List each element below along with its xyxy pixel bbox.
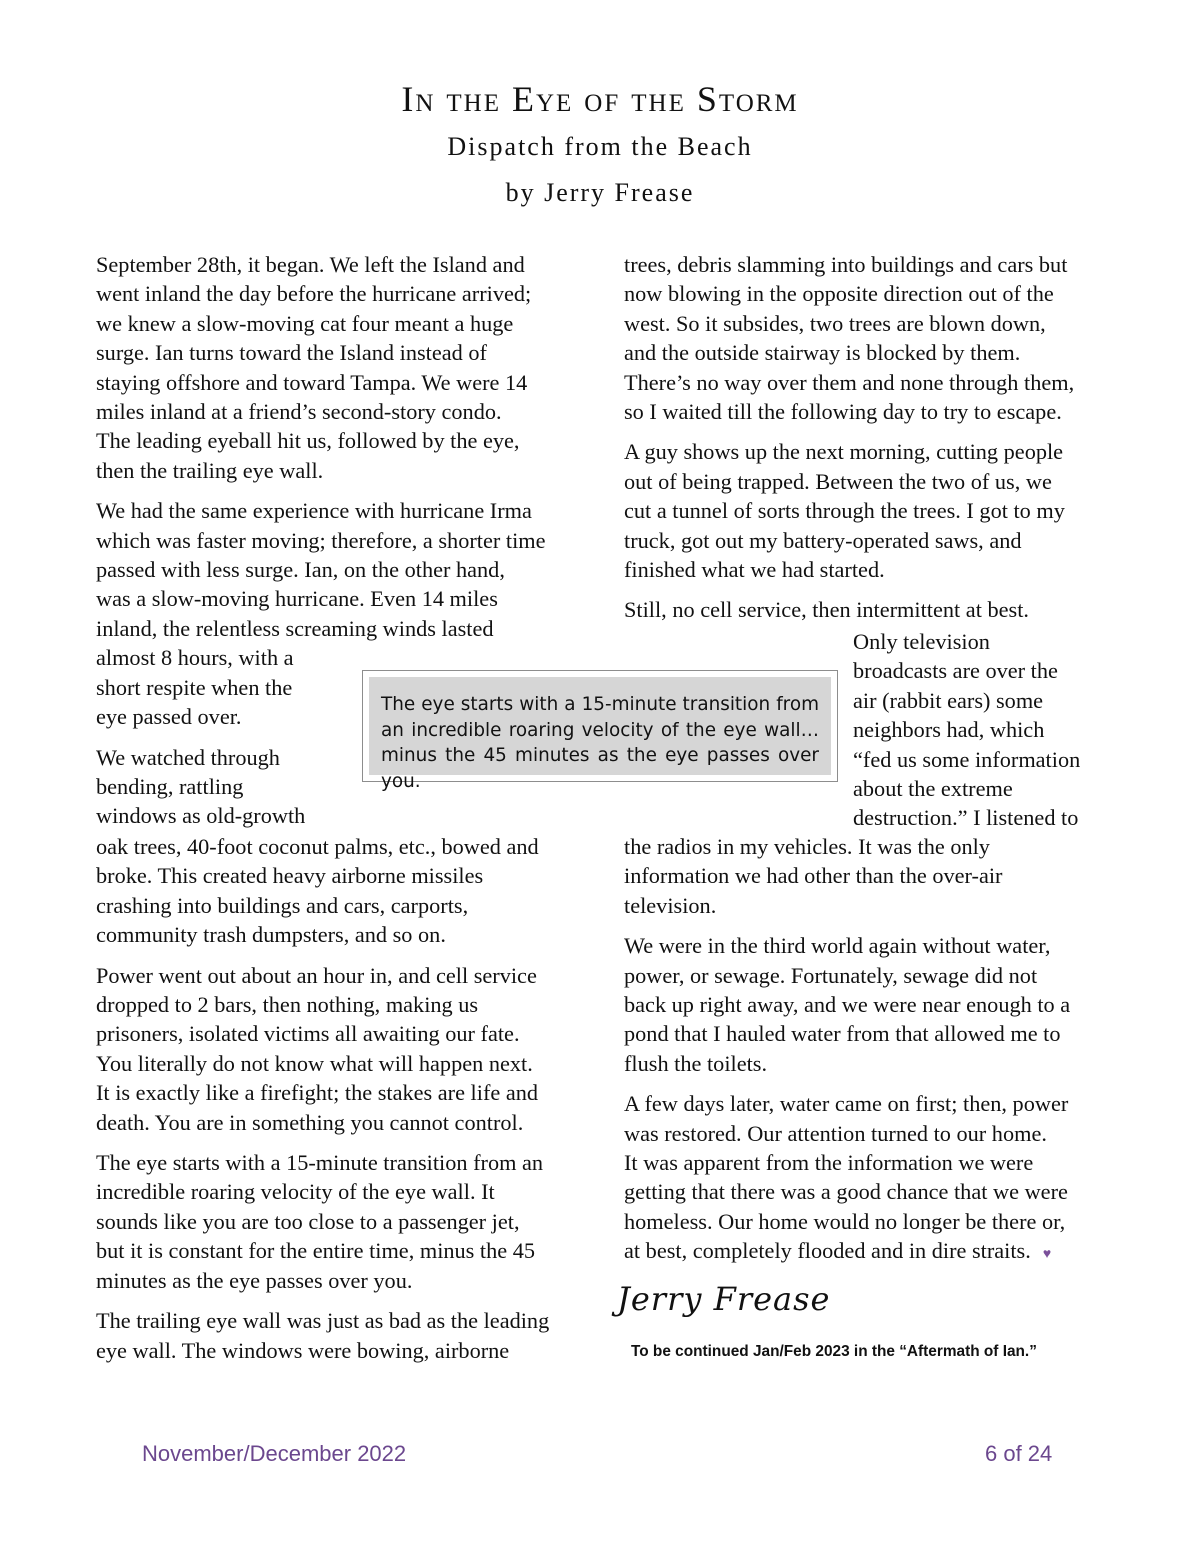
author-signature: Jerry Frease xyxy=(617,1280,831,1318)
right-column-upper xyxy=(624,250,1124,625)
paragraph: We were in the third world again without water, power, or sewage. Fortunately, sewage did not back up right away, and we were near enough to a pond that I hauled water from that allowed me to flush the toilets. xyxy=(624,933,1071,1076)
paragraph xyxy=(624,1089,1124,1269)
paragraph: trees, debris slamming into buildings and cars but now blowing in the opposite direction out of the west. So it subsides, two trees are blown down, and the outside stairway is blocked by them. There’s no way over them and none through them, so I waited till the following day to try to escape. xyxy=(624,252,1075,425)
final-paragraph-text: A few days later, water came on first; then, power was restored. Our attention turned to our home. It was apparent from the information we were getting that there was a good chance that we were homeless. Our home would no longer be there or, at best, completely flooded and in dire straits. xyxy=(624,1091,1069,1264)
right-column-lower xyxy=(624,832,1124,1270)
pull-quote-text: The eye starts with a 15-minute transition from an incredible roaring velocity of the eye wall… minus the 45 minutes as the eye passes over you. xyxy=(369,677,831,775)
paragraph: September 28th, it began. We left the Island and went inland the day before the hurricane arrived; we knew a slow-moving cat four meant a huge surge. Ian turns toward the Island instead of staying offshore and toward Tampa. We were 14 miles inland at a friend’s second-story condo. The leading eyeball hit us, followed by the eye, then the trailing eye wall. xyxy=(96,252,532,483)
paragraph: Still, no cell service, then intermittent at best. xyxy=(624,597,1029,623)
wrapped-text-around-pullquote: Only television broadcasts are over the air (rabbit ears) some neighbors had, which “fed us some information about the extreme destruction.” I listened to xyxy=(853,629,1081,831)
paragraph: We watched through bending, rattling windows as old-growth xyxy=(96,744,306,829)
paragraph: The trailing eye wall was just as bad as the leading eye wall. The windows were bowing, airborne xyxy=(96,1308,550,1363)
paragraph: Power went out about an hour in, and cell service dropped to 2 bars, then nothing, making us prisoners, isolated victims all awaiting our fate. You literally do not know what will happen next. It is exactly like a firefight; the stakes are life and death. You are in something you cannot control. xyxy=(96,962,539,1135)
paragraph: oak trees, 40-foot coconut palms, etc., bowed and broke. This created heavy airborne missiles crashing into buildings and cars, carports, community trash dumpsters, and so on. xyxy=(96,834,539,948)
left-column-lower xyxy=(96,832,596,1365)
byline: by Jerry Frease xyxy=(505,178,695,207)
footer-issue-date: November/December 2022 xyxy=(142,1441,407,1466)
paragraph: A guy shows up the next morning, cutting people out of being trapped. Between the two of us, we cut a tunnel of sorts through the trees. I got to my truck, got out my battery-operated saws, and finished what we had started. xyxy=(624,439,1065,583)
heart-icon: ♥ xyxy=(1042,1247,1052,1263)
footer-page-number: 6 of 24 xyxy=(985,1441,1053,1466)
paragraph: the radios in my vehicles. It was the only information we had other than the over-air television. xyxy=(624,834,1003,918)
pull-quote-box xyxy=(362,670,838,792)
paragraph: We had the same experience with hurricane Irma which was faster moving; therefore, a shorter time passed with less surge. Ian, on the other hand, was a slow-moving hurricane. Even 14 miles inland, the relentless screaming winds lasted almost 8 hours, with a short respite when the eye passed over. xyxy=(96,498,546,730)
article-subtitle: Dispatch from the Beach xyxy=(447,132,753,161)
paragraph: The eye starts with a 15-minute transition from an incredible roaring velocity of the eye wall. It sounds like you are too close to a passenger jet, but it is constant for the entire time, minus the 45 minutes as the eye passes over you. xyxy=(96,1150,544,1293)
continued-note: To be continued Jan/Feb 2023 in the “Aftermath of Ian.” xyxy=(631,1343,1037,1360)
article-title: In the Eye of the Storm xyxy=(401,79,799,119)
